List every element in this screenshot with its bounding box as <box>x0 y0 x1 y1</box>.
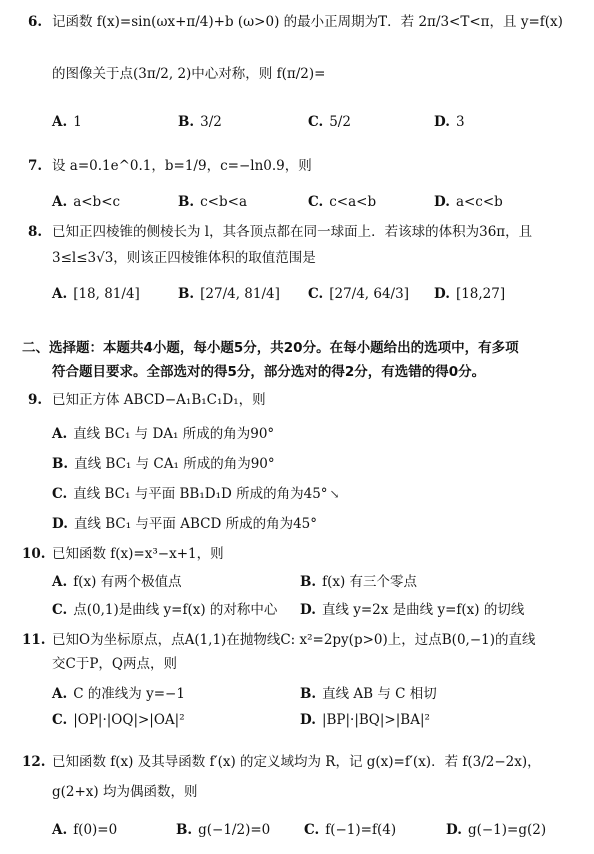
q7-option-b <box>178 192 247 212</box>
q12-stem-line-2: g(2+x) 均为偶函数，则 <box>52 784 198 800</box>
q6-option-d-label: D. <box>434 114 450 130</box>
q9-option-a-label: A. <box>52 426 68 442</box>
q11-option-b-label: B. <box>300 686 317 702</box>
q8-option-a-text: [18, 81/4] <box>73 286 140 302</box>
q10-option-a-text: f(x) 有两个极值点 <box>73 574 182 590</box>
q7-option-b-text: c<b<a <box>200 194 247 210</box>
q9-option-d-label: D. <box>52 516 68 532</box>
q10-option-d <box>300 600 524 620</box>
q12-option-b <box>176 820 270 840</box>
q6-option-b <box>178 112 222 132</box>
q6-number: 6. <box>28 14 43 30</box>
q7-option-d-label: D. <box>434 194 450 210</box>
q12-option-b-text: g(−1/2)=0 <box>198 822 271 838</box>
q7-stem: 设 a=0.1e^0.1，b=1/9，c=−ln0.9，则 <box>52 158 312 174</box>
q8-option-c-label: C. <box>308 286 324 302</box>
q9-option-b-text: 直线 BC₁ 与 CA₁ 所成的角为90° <box>74 456 275 472</box>
q10-option-d-text: 直线 y=2x 是曲线 y=f(x) 的切线 <box>321 602 525 618</box>
q10-option-c <box>52 600 277 620</box>
q7-option-d-text: a<c<b <box>455 194 503 210</box>
q10-option-b-text: f(x) 有三个零点 <box>322 574 418 590</box>
q9-option-a-text: 直线 BC₁ 与 DA₁ 所成的角为90° <box>73 426 275 442</box>
q10-option-c-text: 点(0,1)是曲线 y=f(x) 的对称中心 <box>73 602 278 618</box>
q8-number: 8. <box>28 224 43 240</box>
q9-option-a <box>52 424 274 444</box>
q10-option-a <box>52 572 182 592</box>
q8-option-b-label: B. <box>178 286 195 302</box>
q8-option-d <box>434 284 505 304</box>
q7-option-d <box>434 192 503 212</box>
q6-option-d <box>434 112 465 132</box>
q10-option-c-label: C. <box>52 602 68 618</box>
pen-check-mark-icon: ↘ <box>329 487 340 501</box>
q11-option-c <box>52 710 185 730</box>
q7-option-a-label: A. <box>52 194 68 210</box>
q11-stem-line-1: 已知O为坐标原点，点A(1,1)在抛物线C: x²=2py(p>0)上，过点B(0,−1)的直线 <box>52 632 536 648</box>
q12-number: 12. <box>22 754 46 770</box>
q11-stem-line-2: 交C于P，Q两点，则 <box>52 656 177 672</box>
q10-stem: 已知函数 f(x)=x³−x+1，则 <box>52 546 224 562</box>
q10-option-b-label: B. <box>300 574 317 590</box>
q12-option-d <box>446 820 546 840</box>
q6-option-a-label: A. <box>52 114 68 130</box>
q10-option-d-label: D. <box>300 602 316 618</box>
q8-option-b-text: [27/4, 81/4] <box>200 286 280 302</box>
q12-option-a-text: f(0)=0 <box>73 822 118 838</box>
q9-option-d-text: 直线 BC₁ 与平面 ABCD 所成的角为45° <box>73 516 318 532</box>
q12-stem-line-1: 已知函数 f(x) 及其导函数 f′(x) 的定义域均为 R，记 g(x)=f′(x)．若 f(3/2−2x)， <box>52 754 541 770</box>
q6-option-b-text: 3/2 <box>200 114 222 130</box>
q9-option-b <box>52 454 275 474</box>
q11-number: 11. <box>22 632 46 648</box>
q9-option-c-label: C. <box>52 486 68 502</box>
q10-number: 10. <box>22 546 46 562</box>
q6-option-b-label: B. <box>178 114 195 130</box>
q8-option-b <box>178 284 280 304</box>
q12-option-d-label: D. <box>446 822 462 838</box>
section-2-header-line-1: 二、选择题：本题共4小题，每小题5分，共20分。在每小题给出的选项中，有多项 <box>22 340 519 356</box>
q12-option-c <box>304 820 396 840</box>
section-2-header-line-2: 符合题目要求。全部选对的得5分，部分选对的得2分，有选错的得0分。 <box>52 364 486 380</box>
q9-number: 9. <box>28 392 43 408</box>
q12-option-b-label: B. <box>176 822 193 838</box>
q11-option-b <box>300 684 437 704</box>
q8-option-d-text: [18,27] <box>455 286 506 302</box>
q8-stem-line-2: 3≤l≤3√3，则该正四棱锥体积的取值范围是 <box>52 250 316 266</box>
q6-option-c-label: C. <box>308 114 324 130</box>
q11-option-d-text: |BP|·|BQ|>|BA|² <box>321 712 430 728</box>
q11-option-a-label: A. <box>52 686 68 702</box>
q12-option-d-text: g(−1)=g(2) <box>467 822 547 838</box>
q8-option-c <box>308 284 409 304</box>
q6-option-a <box>52 112 82 132</box>
q12-option-c-text: f(−1)=f(4) <box>325 822 397 838</box>
q11-option-a <box>52 684 185 704</box>
q7-number: 7. <box>28 158 43 174</box>
q6-stem-line-2: 的图像关于点(3π/2, 2)中心对称，则 f(π/2)= <box>52 66 326 82</box>
q12-option-c-label: C. <box>304 822 320 838</box>
q7-option-c-label: C. <box>308 194 324 210</box>
q6-option-d-text: 3 <box>455 114 465 130</box>
q6-option-a-text: 1 <box>73 114 82 130</box>
q8-stem-line-1: 已知正四棱锥的侧棱长为 l，其各顶点都在同一球面上．若该球的体积为36π，且 <box>52 224 533 240</box>
q10-option-a-label: A. <box>52 574 68 590</box>
q8-option-c-text: [27/4, 64/3] <box>329 286 409 302</box>
q11-option-a-text: C 的准线为 y=−1 <box>73 686 185 702</box>
q9-option-d <box>52 514 317 534</box>
q7-option-c <box>308 192 376 212</box>
q10-option-b <box>300 572 417 592</box>
q8-option-a <box>52 284 140 304</box>
q9-option-b-label: B. <box>52 456 69 472</box>
q6-stem-line-1: 记函数 f(x)=sin(ωx+π/4)+b (ω>0) 的最小正周期为T．若 2π/3<T<π，且 y=f(x) <box>52 14 563 30</box>
q11-option-d <box>300 710 430 730</box>
q11-option-c-text: |OP|·|OQ|>|OA|² <box>73 712 185 728</box>
q12-option-a <box>52 820 117 840</box>
q7-option-a-text: a<b<c <box>73 194 121 210</box>
q8-option-a-label: A. <box>52 286 68 302</box>
q12-option-a-label: A. <box>52 822 68 838</box>
q9-stem: 已知正方体 ABCD−A₁B₁C₁D₁，则 <box>52 392 266 408</box>
q9-option-c-text: 直线 BC₁ 与平面 BB₁D₁D 所成的角为45° <box>73 486 328 502</box>
q7-option-c-text: c<a<b <box>329 194 377 210</box>
q7-option-b-label: B. <box>178 194 195 210</box>
q11-option-b-text: 直线 AB 与 C 相切 <box>322 686 437 702</box>
q6-option-c <box>308 112 351 132</box>
q7-option-a <box>52 192 120 212</box>
q9-option-c <box>52 484 340 504</box>
q8-option-d-label: D. <box>434 286 450 302</box>
q11-option-c-label: C. <box>52 712 68 728</box>
q11-option-d-label: D. <box>300 712 316 728</box>
q6-option-c-text: 5/2 <box>329 114 351 130</box>
